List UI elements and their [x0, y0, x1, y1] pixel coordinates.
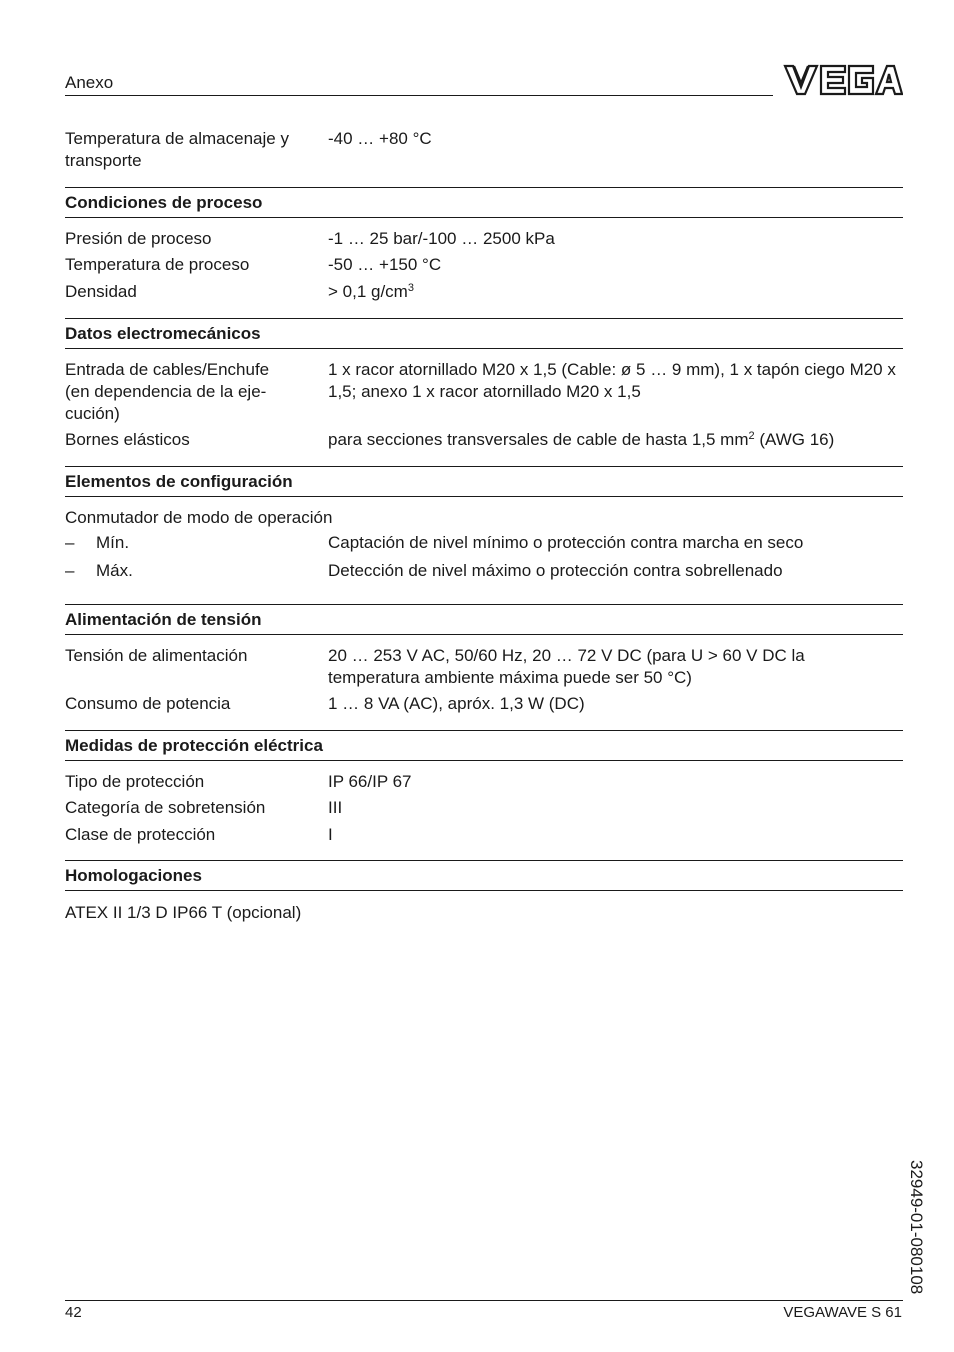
section-heading-power-supply: [65, 604, 903, 635]
section-title: Elementos de configuración: [65, 472, 293, 491]
spec-label: Máx.: [96, 561, 133, 580]
spec-value: I: [328, 825, 333, 844]
spec-label: Mín.: [96, 533, 130, 552]
spec-label: Temperatura de almacenaje y transporte: [65, 129, 289, 170]
header-rule: [65, 95, 773, 96]
spec-value: -1 … 25 bar/-100 … 2500 kPa: [328, 229, 555, 248]
spec-label: Categoría de sobretensión: [65, 798, 266, 817]
section-heading-process: [65, 187, 903, 218]
list-dash: –: [65, 561, 75, 580]
spec-value: -40 … +80 °C: [328, 129, 432, 148]
document-code: [900, 1160, 930, 1305]
spec-value: Detección de nivel máximo o protección contra sobrellenado: [328, 561, 783, 580]
spec-value: Captación de nivel mínimo o protección contra marcha en seco: [328, 533, 804, 552]
section-title: Alimentación de tensión: [65, 610, 262, 629]
section-heading-electrical-protection: [65, 730, 903, 761]
spec-label: Temperatura de proceso: [65, 255, 250, 274]
running-header: Anexo: [65, 73, 114, 92]
section-heading-electromechanical: [65, 318, 903, 349]
density-value: > 0,1 g/cm: [328, 282, 408, 301]
superscript: 2: [748, 430, 755, 442]
spec-label: Conmutador de modo de operación: [65, 508, 333, 527]
spec-value: -50 … +150 °C: [328, 255, 442, 274]
section-title: Medidas de protección eléctrica: [65, 736, 323, 755]
product-name: VEGAWAVE S 61: [783, 1304, 902, 1321]
vega-logo: [783, 63, 903, 97]
footer-rule: [65, 1300, 903, 1301]
document-code-text: 32949-01-080108: [907, 1160, 926, 1295]
spec-value: 1 x racor atornillado M20 x 1,5 (Cable: ø 5 … 9 mm), 1 x tapón ciego M20 x 1,5; anexo 1 x racor atornillado M20 x 1,5: [328, 360, 896, 401]
spec-label: Tensión de alimentación: [65, 646, 248, 665]
spec-label: Consumo de potencia: [65, 694, 231, 713]
terminal-value-suffix: (AWG 16): [754, 430, 835, 449]
spec-value: 1 … 8 VA (AC), apróx. 1,3 W (DC): [328, 694, 585, 713]
section-title: Datos electromecánicos: [65, 324, 261, 343]
section-heading-configuration: [65, 466, 903, 497]
section-heading-approvals: [65, 860, 903, 891]
section-title: Homologaciones: [65, 866, 202, 885]
spec-label: Clase de protección: [65, 825, 216, 844]
spec-value: IP 66/IP 67: [328, 772, 412, 791]
list-dash: –: [65, 533, 75, 552]
spec-value: ATEX II 1/3 D IP66 T (opcional): [65, 903, 302, 922]
spec-value: [328, 281, 903, 303]
spec-label: Tipo de protección: [65, 772, 205, 791]
page-number: 42: [65, 1304, 82, 1321]
spec-label: Entrada de cables/Enchufe (en dependencia de la eje-cución): [65, 360, 270, 423]
spec-label: Densidad: [65, 282, 137, 301]
terminal-value: para secciones transversales de cable de hasta 1,5 mm: [328, 430, 749, 449]
spec-value: III: [328, 798, 343, 817]
spec-value: [328, 429, 903, 451]
spec-label: Presión de proceso: [65, 229, 212, 248]
spec-value: 20 … 253 V AC, 50/60 Hz, 20 … 72 V DC (para U > 60 V DC la temperatura ambiente máxima puede ser 50 °C): [328, 646, 805, 687]
superscript: 3: [407, 282, 414, 294]
section-title: Condiciones de proceso: [65, 193, 263, 212]
spec-label: Bornes elásticos: [65, 430, 190, 449]
